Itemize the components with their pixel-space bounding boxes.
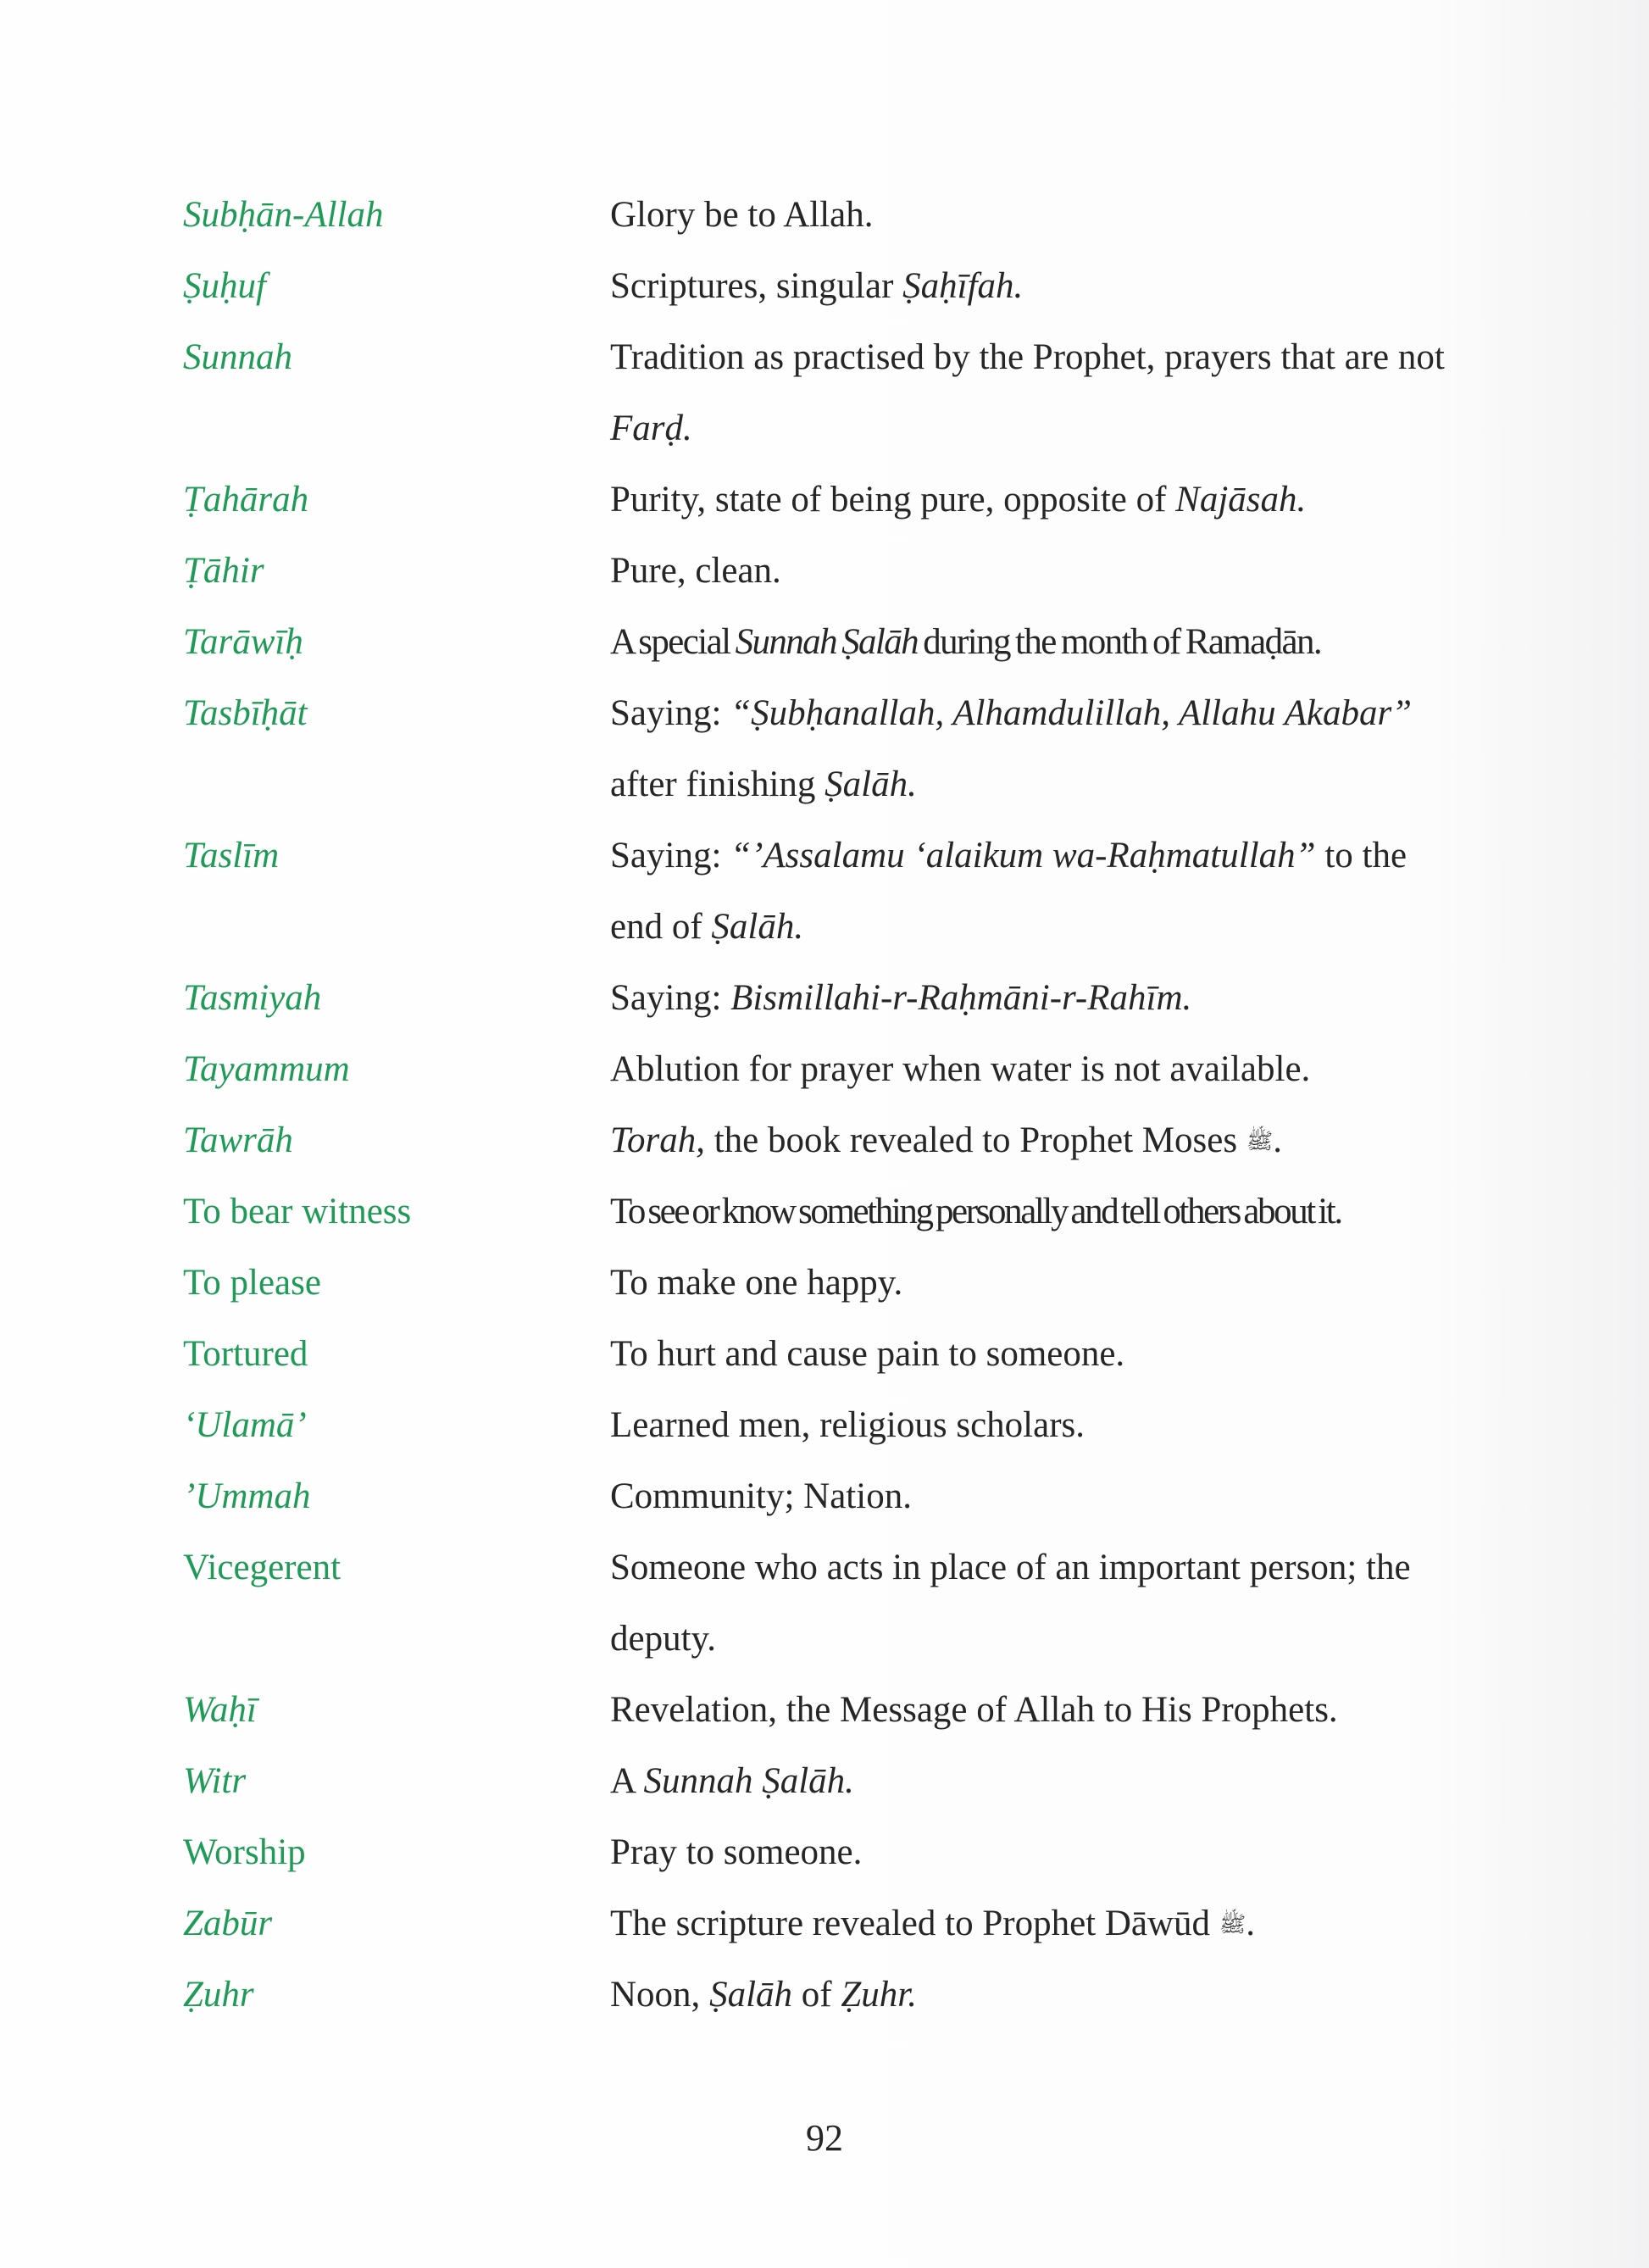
glossary-term: Tawrāh [183,1120,293,1160]
glossary-definition: A special Sunnah Ṣalāh during the month of Ramaḍān. [610,622,1322,662]
glossary-definition: The scripture revealed to Prophet Dāwūd ﷺ. [610,1888,1500,1962]
glossary-entry [0,607,1649,678]
glossary-definition: A Sunnah Ṣalāh. [610,1761,854,1801]
glossary-term: Worship [183,1832,306,1872]
glossary-entry [0,1105,1649,1176]
glossary-definition: Noon, Ṣalāh of Ẓuhr. [610,1975,917,2015]
glossary-entry [0,1390,1649,1461]
glossary-definition: Scriptures, singular Ṣaḥīfah. [610,266,1024,306]
glossary-entry [0,1319,1649,1390]
glossary-definition: Glory be to Allah. [610,195,874,235]
peace-be-upon-him-icon: ﷺ [1246,1129,1274,1154]
glossary-definition: Saying: “Ṣubḥanallah, Alhamdulillah, Allahu Akabar” after finishing Ṣalāh. [610,693,1413,804]
glossary-definition: Saying: Bismillahi-r-Raḥmāni-r-Rahīm. [610,978,1192,1018]
glossary-term: Zabūr [183,1904,273,1943]
glossary-entry [0,464,1649,536]
glossary-definition: To make one happy. [610,1263,903,1303]
glossary-definition: Someone who acts in place of an important person; the deputy. [610,1548,1411,1659]
glossary-term: Tortured [183,1334,308,1374]
glossary-definition: Saying: “’Assalamu ‘alaikum wa-Raḥmatullah” to the end of Ṣalāh. [610,836,1407,947]
glossary-term: Sunnah [183,337,292,377]
glossary-entry [0,322,1649,464]
glossary-term: Ṭahārah [183,480,309,520]
glossary-definition: Learned men, religious scholars. [610,1405,1085,1445]
glossary-entry [0,1746,1649,1817]
glossary-entry [0,536,1649,607]
glossary-term: Ẓuhr [183,1975,254,2015]
glossary-term: Taslīm [183,836,280,876]
glossary-term: Tasbīḥāt [183,693,308,733]
glossary-entry [0,963,1649,1034]
glossary-entry [0,1817,1649,1888]
glossary-term: Waḥī [183,1690,257,1730]
glossary-term: Vicegerent [183,1548,341,1587]
glossary-term: To bear witness [183,1192,412,1231]
glossary-definition: Revelation, the Message of Allah to His Prophets. [610,1690,1338,1730]
glossary-entry [0,1532,1649,1675]
glossary-definition: Tradition as practised by the Prophet, prayers that are not Farḍ. [610,337,1445,448]
glossary-entry [0,180,1649,251]
glossary-term: Witr [183,1761,247,1801]
glossary-definition: To see or know something personally and tell others about it. [610,1192,1341,1231]
glossary-term: Subḥān-Allah [183,195,384,235]
glossary-entry [0,1461,1649,1532]
glossary-entry [0,678,1649,820]
glossary-term: ‘Ulamā’ [183,1405,307,1445]
peace-be-upon-him-icon: ﷺ [1219,1912,1246,1937]
glossary-definition: Ablution for prayer when water is not available. [610,1049,1311,1089]
glossary-entry [0,1888,1649,1959]
glossary-definition: Torah, the book revealed to Prophet Moses ﷺ. [610,1105,1500,1179]
glossary-term: To please [183,1263,321,1303]
glossary-entry [0,1034,1649,1105]
glossary-term: Tarāwīḥ [183,622,303,662]
glossary-definition: Community; Nation. [610,1476,912,1516]
glossary-term: Ṭāhir [183,551,264,591]
glossary-entry [0,1176,1649,1248]
glossary-term: Ṣuḥuf [183,266,266,306]
glossary-entry [0,1675,1649,1746]
glossary-term: Tasmiyah [183,978,322,1018]
glossary-definition: To hurt and cause pain to someone. [610,1334,1125,1374]
glossary-definition: Purity, state of being pure, opposite of Najāsah. [610,480,1307,520]
glossary-term: ’Ummah [183,1476,311,1516]
glossary-entry [0,251,1649,322]
glossary-definition: Pure, clean. [610,551,781,591]
glossary-entry [0,1959,1649,2031]
glossary-list [0,180,1649,2031]
glossary-term: Tayammum [183,1049,350,1089]
glossary-definition: Pray to someone. [610,1832,863,1872]
glossary-entry [0,820,1649,963]
page-number: 92 [806,2117,843,2159]
glossary-entry [0,1248,1649,1319]
